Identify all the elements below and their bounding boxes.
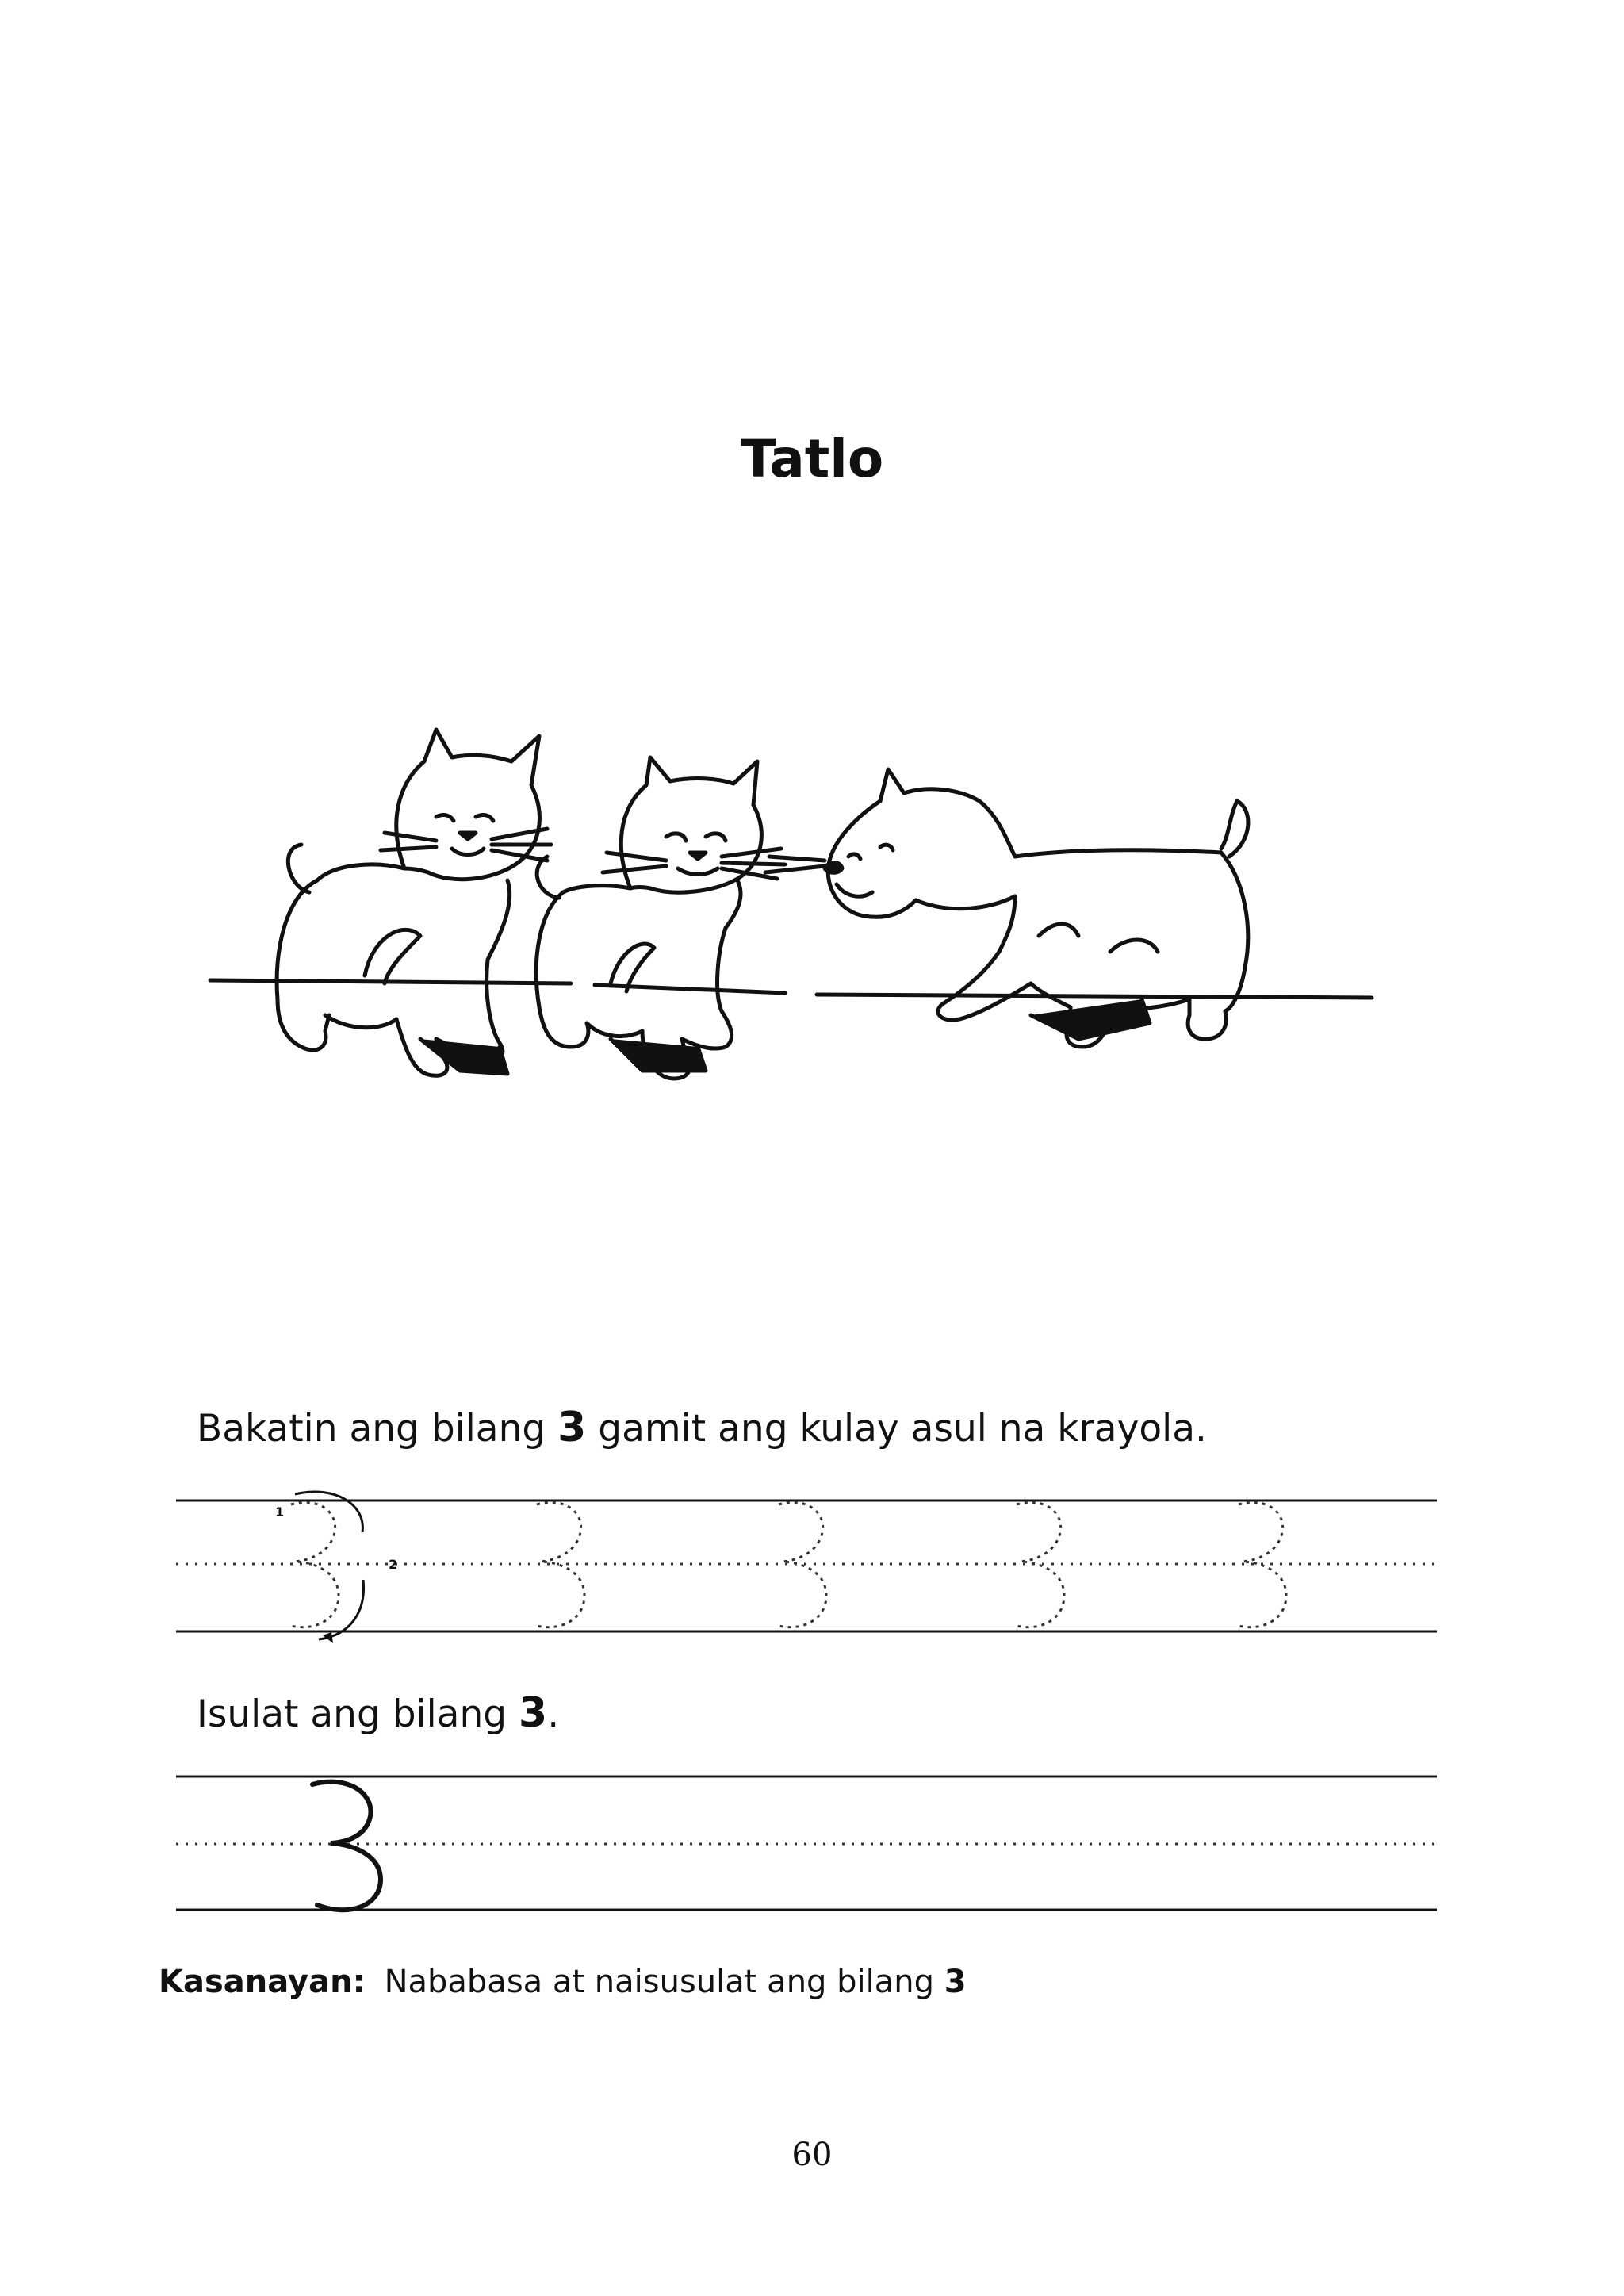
write-instruction-text: Isulat ang bilang: [197, 1692, 519, 1736]
kitten-3: [765, 769, 1248, 1047]
trace-instruction-text-end: gamit ang kulay asul na krayola.: [586, 1407, 1207, 1451]
trace-instruction-number: 3: [557, 1404, 587, 1451]
write-instruction: [197, 1689, 559, 1737]
page-title: Tatlo: [740, 428, 884, 489]
write-instruction-text-end: .: [547, 1692, 560, 1736]
page-number: 60: [791, 2137, 833, 2173]
stroke-label-1: 1: [275, 1504, 285, 1520]
trace-practice-row[interactable]: [176, 1485, 1445, 1643]
skill-number: 3: [944, 1964, 967, 2000]
trace-instruction-text: Bakatin ang bilang: [197, 1407, 558, 1451]
skill-statement: [159, 1964, 967, 2000]
three-kittens-illustration: [198, 698, 1388, 1142]
write-practice-row[interactable]: [176, 1761, 1445, 1919]
kitten-1: [277, 730, 551, 1075]
kitten-2: [536, 757, 785, 1079]
skill-text: Nababasa at naisusulat ang bilang: [384, 1964, 944, 2000]
stroke-label-2: 2: [389, 1557, 398, 1572]
skill-label: Kasanayan:: [159, 1964, 366, 2000]
trace-instruction: [197, 1404, 1207, 1451]
model-three: [312, 1782, 381, 1911]
write-instruction-number: 3: [519, 1689, 548, 1737]
traced-three-5: [1239, 1502, 1286, 1627]
traced-three-1: [291, 1502, 339, 1627]
